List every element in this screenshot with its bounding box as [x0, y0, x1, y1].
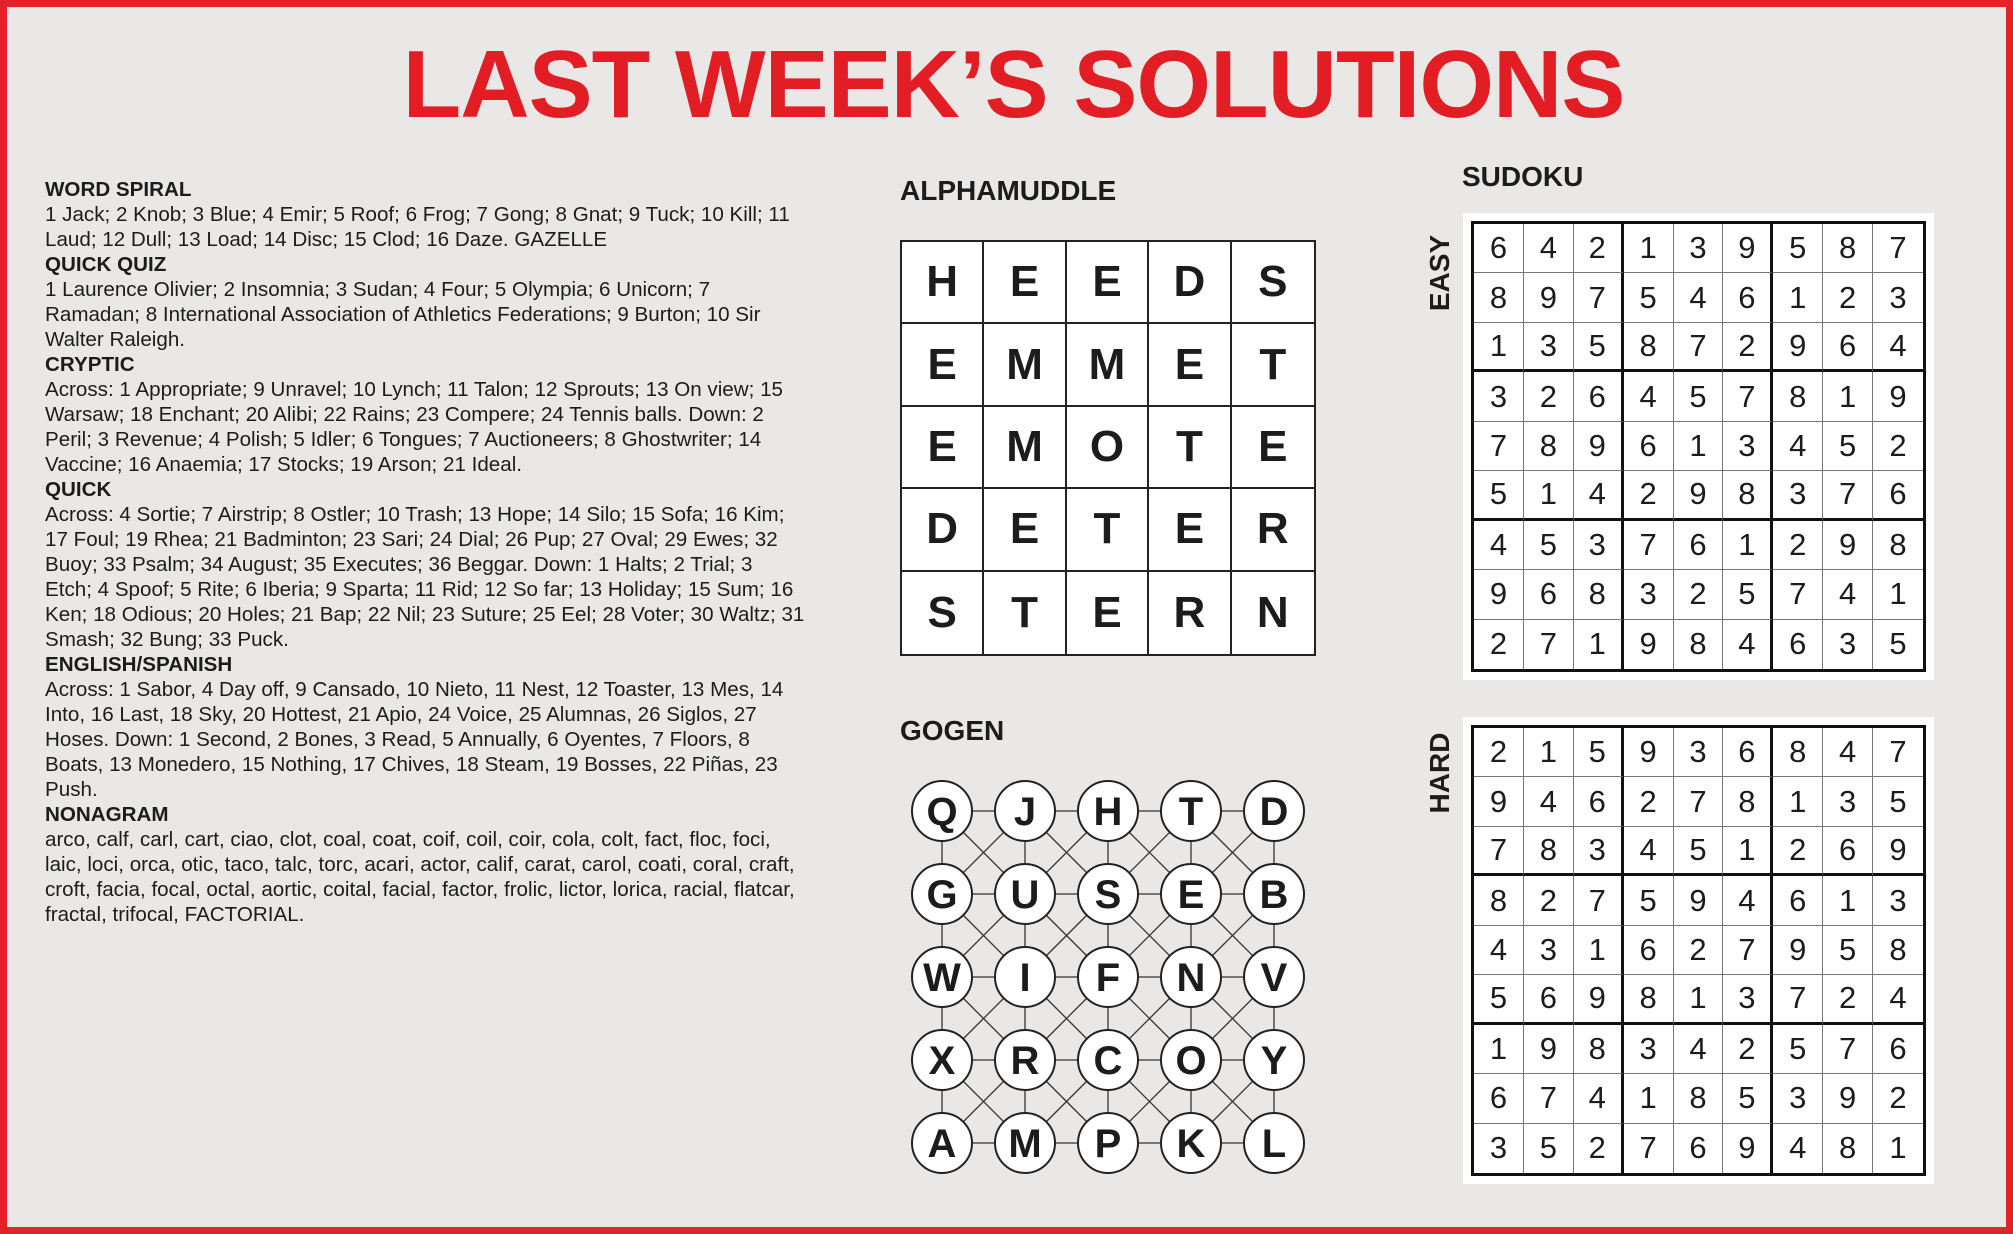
sudoku-cell: 3: [1474, 1124, 1524, 1173]
alphamuddle-cell: E: [902, 407, 984, 489]
alphamuddle-cell: T: [1067, 489, 1149, 571]
gogen-letter: T: [1178, 790, 1204, 834]
sudoku-cell: 8: [1674, 1074, 1724, 1123]
sudoku-cell: 5: [1823, 926, 1873, 975]
sudoku-cell: 7: [1474, 827, 1524, 876]
sudoku-cell: 2: [1823, 975, 1873, 1024]
gogen-letter: N: [1176, 956, 1206, 1000]
sudoku-cell: 1: [1624, 1074, 1674, 1123]
page-title: LAST WEEK’S SOLUTIONS: [402, 31, 1625, 138]
sudoku-cell: 7: [1674, 323, 1724, 372]
sudoku-cell: 7: [1474, 422, 1524, 471]
sudoku-cell: 4: [1873, 323, 1923, 372]
solution-text: Across: 1 Sabor, 4 Day off, 9 Cansado, 10 Nieto, 11 Nest, 12 Toaster, 13 Mes, 14 Into, 16 Last, 18 Sky, 20 Hottest, 21 Apio, 24 Voice, 25 Alumnas, 26 Siglos, 27 Hoses. Down: 1 Second, 2 Bones, 3 Read, 5 Annually, 6 Oyentes, 7 Floors, 8 Boats, 13 Monedero, 15 Nothing, 17 Chives, 18 Steam, 19 Bosses, 22 Piñas, 23 Push.: [45, 678, 784, 801]
sudoku-cell: 7: [1723, 372, 1773, 421]
sudoku-cell: 1: [1674, 975, 1724, 1024]
sudoku-cell: 9: [1574, 422, 1624, 471]
sudoku-cell: 6: [1823, 827, 1873, 876]
sudoku-cell: 1: [1574, 620, 1624, 669]
sudoku-cell: 7: [1624, 1124, 1674, 1173]
solution-text: Across: 4 Sortie; 7 Airstrip; 8 Ostler; 10 Trash; 13 Hope; 14 Silo; 15 Sofa; 16 Kim; 17 Foul; 19 Rhea; 21 Badminton; 23 Sari; 24 Dial; 26 Pup; 27 Oval; 29 Ewes; 32 Buoy; 33 Psalm; 34 August; 35 Executes; 36 Beggar. Down: 1 Halts; 2 Trial; 3 Etch; 4 Spoof; 5 Rite; 6 Iberia; 9 Sparta; 11 Rid; 12 So far; 13 Holiday; 15 Sum; 16 Ken; 18 Odious; 20 Holes; 21 Bap; 22 Nil; 23 Suture; 25 Eel; 28 Voter; 30 Waltz; 31 Smash; 32 Bung; 33 Puck.: [45, 503, 805, 651]
gogen-letter: S: [1094, 873, 1122, 917]
solution-heading: WORD SPIRAL: [45, 178, 192, 201]
sudoku-cell: 3: [1474, 372, 1524, 421]
sudoku-cell: 6: [1574, 372, 1624, 421]
sudoku-cell: 4: [1823, 728, 1873, 777]
alphamuddle-title: ALPHAMUDDLE: [900, 175, 1117, 206]
sudoku-cell: 1: [1823, 372, 1873, 421]
sudoku-cell: 1: [1474, 323, 1524, 372]
sudoku-cell: 3: [1624, 1025, 1674, 1074]
sudoku-cell: 1: [1474, 1025, 1524, 1074]
alphamuddle-cell: S: [1232, 242, 1314, 324]
sudoku-cell: 2: [1674, 570, 1724, 619]
sudoku-cell: 6: [1674, 521, 1724, 570]
sudoku-cell: 6: [1674, 1124, 1724, 1173]
sudoku-cell: 9: [1524, 273, 1574, 322]
sudoku-cell: 5: [1524, 521, 1574, 570]
sudoku-cell: 6: [1873, 1025, 1923, 1074]
sudoku-hard-grid: [1471, 725, 1926, 1176]
sudoku-hard-label: HARD: [1424, 732, 1455, 814]
sudoku-cell: 7: [1574, 273, 1624, 322]
gogen-letter: M: [1008, 1122, 1042, 1166]
gogen-letter: A: [927, 1122, 957, 1166]
sudoku-cell: 8: [1723, 777, 1773, 826]
solution-block: [45, 177, 805, 252]
sudoku-cell: 6: [1474, 1074, 1524, 1123]
sudoku-cell: 7: [1723, 926, 1773, 975]
sudoku-cell: 5: [1723, 1074, 1773, 1123]
sudoku-cell: 2: [1574, 224, 1624, 273]
sudoku-cell: 9: [1873, 372, 1923, 421]
sudoku-cell: 5: [1574, 323, 1624, 372]
alphamuddle-cell: O: [1067, 407, 1149, 489]
solutions-text-column: [45, 177, 805, 927]
gogen-letter: B: [1259, 873, 1289, 917]
sudoku-cell: 3: [1723, 975, 1773, 1024]
sudoku-cell: 6: [1773, 876, 1823, 925]
sudoku-cell: 6: [1624, 422, 1674, 471]
sudoku-cell: 6: [1823, 323, 1873, 372]
sudoku-cell: 8: [1674, 620, 1724, 669]
sudoku-cell: 1: [1524, 471, 1574, 520]
sudoku-cell: 2: [1624, 777, 1674, 826]
sudoku-cell: 4: [1474, 926, 1524, 975]
sudoku-cell: 3: [1873, 273, 1923, 322]
sudoku-cell: 4: [1474, 521, 1524, 570]
alphamuddle-cell: R: [1149, 572, 1231, 654]
sudoku-cell: 5: [1773, 1025, 1823, 1074]
solution-block: [45, 252, 805, 352]
sudoku-cell: 9: [1524, 1025, 1574, 1074]
alphamuddle-cell: E: [1232, 407, 1314, 489]
sudoku-cell: 2: [1474, 728, 1524, 777]
sudoku-cell: 5: [1873, 777, 1923, 826]
sudoku-cell: 4: [1773, 422, 1823, 471]
sudoku-cell: 3: [1873, 876, 1923, 925]
sudoku-cell: 1: [1723, 521, 1773, 570]
gogen-letter: C: [1093, 1039, 1123, 1083]
sudoku-cell: 1: [1773, 273, 1823, 322]
gogen-letter: L: [1261, 1122, 1287, 1166]
sudoku-cell: 9: [1474, 777, 1524, 826]
solution-text: Across: 1 Appropriate; 9 Unravel; 10 Lynch; 11 Talon; 12 Sprouts; 13 On view; 15 Warsaw; 18 Enchant; 20 Alibi; 22 Rains; 23 Compere; 24 Tennis balls. Down: 2 Peril; 3 Revenue; 4 Polish; 5 Idler; 6 Tongues; 7 Auctioneers; 8 Ghostwriter; 14 Vaccine; 16 Anaemia; 17 Stocks; 19 Arson; 21 Ideal.: [45, 378, 783, 476]
alphamuddle-cell: H: [902, 242, 984, 324]
gogen-letter: O: [1175, 1039, 1207, 1083]
sudoku-cell: 5: [1674, 372, 1724, 421]
alphamuddle-cell: R: [1232, 489, 1314, 571]
gogen-letter: P: [1094, 1122, 1122, 1166]
sudoku-cell: 5: [1474, 975, 1524, 1024]
sudoku-cell: 7: [1674, 777, 1724, 826]
sudoku-cell: 5: [1574, 728, 1624, 777]
alphamuddle-cell: E: [1067, 572, 1149, 654]
sudoku-cell: 6: [1524, 975, 1574, 1024]
sudoku-cell: 3: [1723, 422, 1773, 471]
sudoku-cell: 4: [1773, 1124, 1823, 1173]
sudoku-cell: 7: [1873, 728, 1923, 777]
alphamuddle-cell: E: [984, 489, 1066, 571]
sudoku-cell: 7: [1773, 975, 1823, 1024]
sudoku-cell: 7: [1574, 876, 1624, 925]
sudoku-cell: 4: [1524, 224, 1574, 273]
sudoku-cell: 6: [1723, 273, 1773, 322]
gogen-letter: X: [928, 1039, 956, 1083]
sudoku-cell: 2: [1873, 1074, 1923, 1123]
sudoku-cell: 4: [1823, 570, 1873, 619]
sudoku-cell: 9: [1574, 975, 1624, 1024]
sudoku-cell: 1: [1823, 876, 1873, 925]
sudoku-cell: 5: [1889, 626, 1907, 662]
sudoku-cell: 1: [1873, 570, 1923, 619]
sudoku-cell: 2: [1674, 926, 1724, 975]
sudoku-cell: 2: [1873, 422, 1923, 471]
sudoku-cell: 8: [1524, 827, 1574, 876]
sudoku-cell: 9: [1674, 471, 1724, 520]
sudoku-cell: 8: [1773, 372, 1823, 421]
sudoku-cell: 2: [1524, 876, 1574, 925]
alphamuddle-cell: T: [1149, 407, 1231, 489]
sudoku-cell: 2: [1624, 471, 1674, 520]
solution-block: [45, 477, 805, 652]
sudoku-title: SUDOKU: [1462, 161, 1584, 192]
sudoku-cell: 5: [1723, 570, 1773, 619]
gogen-letter: I: [1019, 956, 1031, 1000]
sudoku-cell: 2: [1723, 323, 1773, 372]
sudoku-cell: 9: [1823, 521, 1873, 570]
sudoku-cell: 3: [1773, 471, 1823, 520]
sudoku-easy-grid: [1471, 221, 1926, 672]
sudoku-cell: 6: [1873, 471, 1923, 520]
solution-text: 1 Laurence Olivier; 2 Insomnia; 3 Sudan; 4 Four; 5 Olympia; 6 Unicorn; 7 Ramadan; 8 International Association of Athletics Federations; 9 Burton; 10 Sir Walter Raleigh.: [45, 278, 761, 351]
sudoku-cell: 2: [1524, 372, 1574, 421]
sudoku-cell: 5: [1524, 1124, 1574, 1173]
sudoku-hard-frame: [1463, 717, 1934, 1184]
sudoku-cell: 8: [1873, 521, 1923, 570]
gogen-letter: H: [1093, 790, 1123, 834]
alphamuddle-cell: T: [984, 572, 1066, 654]
solution-block: [45, 352, 805, 477]
sudoku-cell: 9: [1773, 926, 1823, 975]
sudoku-cell: 9: [1624, 620, 1674, 669]
alphamuddle-cell: E: [1149, 489, 1231, 571]
sudoku-cell: 8: [1773, 728, 1823, 777]
gogen-grid: [900, 767, 1320, 1197]
sudoku-cell: 3: [1674, 224, 1724, 273]
gogen-letter: D: [1259, 790, 1289, 834]
sudoku-cell: 9: [1474, 570, 1524, 619]
alphamuddle-cell: M: [984, 324, 1066, 406]
sudoku-cell: 1: [1723, 827, 1773, 876]
gogen-letter: K: [1176, 1122, 1206, 1166]
sudoku-cell: 8: [1524, 422, 1574, 471]
alphamuddle-cell: M: [984, 407, 1066, 489]
gogen-title: GOGEN: [900, 715, 1005, 746]
sudoku-cell: 1: [1624, 224, 1674, 273]
sudoku-cell: 6: [1524, 570, 1574, 619]
solution-heading: CRYPTIC: [45, 353, 135, 376]
sudoku-cell: 3: [1823, 777, 1873, 826]
sudoku-easy-frame: [1463, 213, 1934, 680]
sudoku-cell: 4: [1674, 1025, 1724, 1074]
sudoku-cell: 4: [1624, 372, 1674, 421]
gogen-letter: R: [1010, 1039, 1040, 1083]
sudoku-cell: 7: [1823, 1025, 1873, 1074]
sudoku-cell: 5: [1474, 471, 1524, 520]
sudoku-cell: 8: [1474, 273, 1524, 322]
sudoku-cell: 7: [1773, 570, 1823, 619]
solution-heading: NONAGRAM: [45, 803, 169, 826]
sudoku-cell: 4: [1624, 827, 1674, 876]
sudoku-cell: 7: [1873, 224, 1923, 273]
sudoku-cell: 9: [1674, 876, 1724, 925]
sudoku-cell: 9: [1723, 1124, 1773, 1173]
sudoku-cell: 9: [1723, 224, 1773, 273]
alphamuddle-cell: E: [902, 324, 984, 406]
sudoku-cell: 5: [1773, 224, 1823, 273]
alphamuddle-grid: [900, 240, 1316, 656]
sudoku-cell: 3: [1823, 620, 1873, 669]
sudoku-cell: 6: [1723, 728, 1773, 777]
sudoku-cell: 1: [1574, 926, 1624, 975]
alphamuddle-cell: S: [902, 572, 984, 654]
sudoku-cell: 8: [1624, 323, 1674, 372]
gogen-letter: Y: [1260, 1039, 1288, 1083]
sudoku-cell: 6: [1574, 777, 1624, 826]
sudoku-cell: 8: [1624, 975, 1674, 1024]
sudoku-cell: 8: [1823, 224, 1873, 273]
sudoku-cell: 5: [1674, 827, 1724, 876]
alphamuddle-cell: E: [1149, 324, 1231, 406]
sudoku-cell: 9: [1773, 323, 1823, 372]
sudoku-cell: 9: [1823, 1074, 1873, 1123]
sudoku-cell: 9: [1873, 827, 1923, 876]
solution-text: 1 Jack; 2 Knob; 3 Blue; 4 Emir; 5 Roof; 6 Frog; 7 Gong; 8 Gnat; 9 Tuck; 10 Kill; 11 Laud; 12 Dull; 13 Load; 14 Disc; 15 Clod; 16 Daze. GAZELLE: [45, 203, 790, 251]
alphamuddle-cell: D: [902, 489, 984, 571]
sudoku-cell: 3: [1773, 1074, 1823, 1123]
sudoku-cell: 3: [1574, 827, 1624, 876]
sudoku-cell: 4: [1574, 471, 1624, 520]
gogen-letter: J: [1013, 790, 1037, 834]
sudoku-cell: 2: [1773, 827, 1823, 876]
sudoku-cell: 4: [1723, 876, 1773, 925]
sudoku-cell: 4: [1524, 777, 1574, 826]
sudoku-cell: 4: [1574, 1074, 1624, 1123]
sudoku-cell: 5: [1823, 422, 1873, 471]
sudoku-cell: 3: [1674, 728, 1724, 777]
alphamuddle-cell: E: [1067, 242, 1149, 324]
sudoku-cell: 5: [1624, 273, 1674, 322]
solution-text: arco, calf, carl, cart, ciao, clot, coal, coat, coif, coil, coir, cola, colt, fact, floc, foci, laic, loci, orca, otic, taco, talc, torc, acari, actor, calif, carat, carol, coati, coral, craft, croft, facia, focal, octal, aortic, coital, facial, factor, frolic, lictor, lorica, racial, flatcar, fractal, trifocal, FACTORIAL.: [45, 828, 795, 926]
gogen-letter: G: [926, 873, 958, 917]
sudoku-cell: 3: [1524, 926, 1574, 975]
sudoku-cell: 2: [1773, 521, 1823, 570]
sudoku-cell: 3: [1574, 521, 1624, 570]
sudoku-cell: 8: [1574, 570, 1624, 619]
sudoku-cell: 3: [1524, 323, 1574, 372]
solution-heading: ENGLISH/SPANISH: [45, 653, 233, 676]
solution-block: [45, 802, 805, 927]
sudoku-cell: 7: [1524, 1074, 1574, 1123]
sudoku-cell: 3: [1624, 570, 1674, 619]
gogen-letter: W: [923, 956, 961, 1000]
solution-heading: QUICK: [45, 478, 112, 501]
sudoku-cell: 9: [1624, 728, 1674, 777]
sudoku-cell: 5: [1624, 876, 1674, 925]
sudoku-cell: 6: [1474, 224, 1524, 273]
sudoku-cell: 4: [1873, 975, 1923, 1024]
sudoku-cell: 2: [1574, 1124, 1624, 1173]
sudoku-easy-label: EASY: [1424, 234, 1455, 312]
alphamuddle-cell: M: [1067, 324, 1149, 406]
sudoku-cell: 2: [1823, 273, 1873, 322]
solution-block: [45, 652, 805, 802]
gogen-letter: V: [1260, 956, 1288, 1000]
sudoku-cell: 8: [1823, 1124, 1873, 1173]
sudoku-cell: 8: [1474, 876, 1524, 925]
sudoku-cell: 7: [1823, 471, 1873, 520]
sudoku-cell: 7: [1624, 521, 1674, 570]
gogen-letter: F: [1095, 956, 1121, 1000]
sudoku-cell: 2: [1474, 620, 1524, 669]
solution-heading: QUICK QUIZ: [45, 253, 167, 276]
sudoku-cell: 1: [1524, 728, 1574, 777]
sudoku-cell: 8: [1873, 926, 1923, 975]
sudoku-cell: 8: [1723, 471, 1773, 520]
gogen-letter: E: [1177, 873, 1205, 917]
gogen-letter: U: [1010, 873, 1040, 917]
sudoku-cell: 6: [1773, 620, 1823, 669]
sudoku-cell: 4: [1723, 620, 1773, 669]
sudoku-cell: 8: [1574, 1025, 1624, 1074]
alphamuddle-cell: T: [1232, 324, 1314, 406]
alphamuddle-cell: D: [1149, 242, 1231, 324]
alphamuddle-cell: N: [1256, 587, 1289, 637]
sudoku-cell: 1: [1773, 777, 1823, 826]
sudoku-cell: 7: [1524, 620, 1574, 669]
sudoku-cell: 4: [1674, 273, 1724, 322]
sudoku-cell: 6: [1624, 926, 1674, 975]
sudoku-cell: 1: [1889, 1130, 1907, 1166]
sudoku-cell: 1: [1674, 422, 1724, 471]
gogen-letter: Q: [926, 790, 958, 834]
alphamuddle-cell: E: [984, 242, 1066, 324]
sudoku-cell: 2: [1723, 1025, 1773, 1074]
